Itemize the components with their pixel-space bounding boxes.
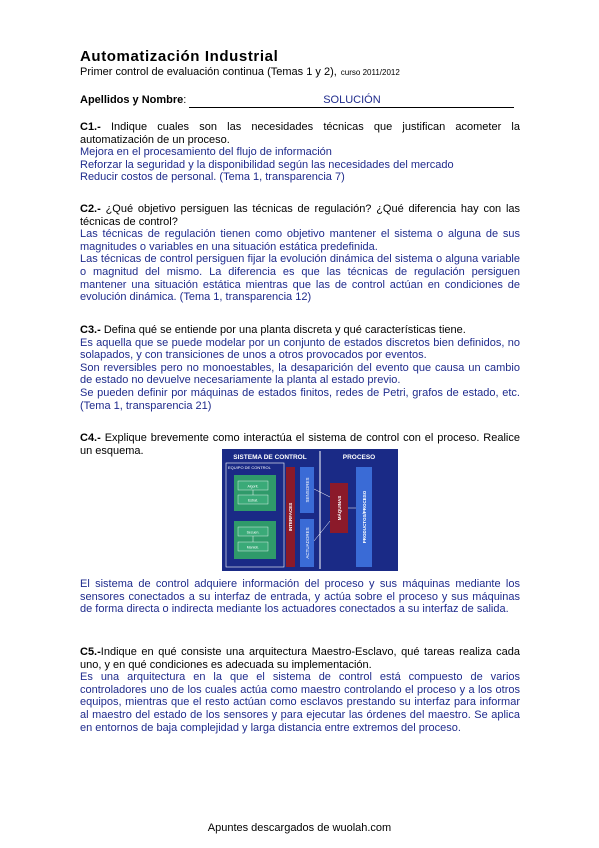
answer-block	[80, 578, 520, 616]
diagram-right-title: PROCESO	[342, 454, 376, 461]
answer-line: Las técnicas de control persiguen fijar la evolución dinámica del sistema o alguna variable o magnitud del mismo. La diferencia es que las técnicas de regulación persiguen mantener una situación estática mientras que las de control actúan en condiciones de evolución dinámica. (Tema 1, transparencia 12)	[80, 253, 520, 304]
question-number: C2.-	[80, 203, 101, 215]
footer-text: Apuntes descargados de wuolah.com	[207, 822, 392, 834]
sequence-box-label: Secuen.	[246, 530, 260, 535]
actuators-label: ACTUADORES	[305, 527, 310, 559]
name-row: Apellidos y Nombre: SOLUCIÓN	[80, 94, 520, 108]
answer-line: Es una arquitectura en la que el sistema de control está compuesto de varios controladores uno de los cuales actúa como maestro controlando el proceso y a los otros equipos, mientras que el resto actúan como esclavos prestando su interfaz para informar al maestro del estado de los sensores y para ejecutar las órdenes del maestro. Se aplica en entornos de baja complejidad y larga distancia entre extremos del proceso.	[80, 671, 520, 734]
answer-line: Reducir costos de personal. (Tema 1, transparencia 7)	[80, 171, 345, 184]
answer-block	[80, 671, 520, 734]
diagram-left-sub: EQUIPO DE CONTROL	[228, 465, 271, 470]
answer-block	[80, 146, 520, 184]
answer-line: Es aquella que se puede modelar por un conjunto de estados discretos bien definidos, no solapados, y con transiciones de unos a otros provocados por eventos.	[80, 336, 520, 362]
machines-label: MÁQUINAS	[337, 495, 342, 521]
interfaces-label: INTERFACES	[288, 502, 293, 532]
question-c4-answer	[80, 578, 520, 616]
process-products-label: PRODUCTOS/PROCESO	[362, 490, 367, 544]
answer-line: Se pueden definir por máquinas de estados finitos, redes de Petri, grafos de estado, etc. (Tema 1, transparencia 21)	[80, 386, 520, 412]
question-number: C1.-	[80, 121, 101, 133]
document-title: Automatización Industrial	[80, 48, 279, 65]
question-statement: Indique en qué consiste una arquitectura Maestro-Esclavo, qué tareas realiza cada uno, y en qué condiciones es adecuada su implementación.	[80, 646, 520, 671]
course-text: curso 2011/2012	[340, 68, 400, 77]
question-number: C4.-	[80, 432, 101, 444]
diagram-left-title: SISTEMA DE CONTROL	[233, 454, 307, 461]
answer-line: Mejora en el procesamiento del flujo de información	[80, 146, 332, 159]
question-text	[80, 121, 520, 146]
question-number: C3.-	[80, 324, 101, 336]
algorithm-box-label: Algorit.	[247, 484, 259, 489]
strategy-box-label: Estrat.	[247, 498, 259, 503]
question-c2	[80, 203, 520, 304]
answer-block	[80, 228, 520, 304]
answer-line: El sistema de control adquiere información del proceso y sus máquinas mediante los sensores conectados a su interfaz de entrada, y actúa sobre el proceso y sus máquinas de forma directa o indirecta mediante los actuadores conectados a su interfaz de salida.	[80, 578, 520, 616]
algorithm-block	[234, 475, 276, 511]
question-text	[80, 203, 520, 228]
question-c5	[80, 646, 520, 734]
name-field: SOLUCIÓN	[189, 94, 514, 108]
control-system-diagram	[222, 449, 398, 571]
subtitle-text: Primer control de evaluación continua (Temas 1 y 2),	[80, 66, 337, 78]
answer-line: Son reversibles pero no monoestables, la desaparición del evento que causa un cambio de estado no devuelve necesariamente la planta al estado previo.	[80, 361, 520, 387]
question-text	[80, 324, 520, 337]
question-number: C5.-	[80, 646, 101, 658]
question-statement: ¿Qué objetivo persiguen las técnicas de regulación? ¿Qué diferencia hay con las técnicas de control?	[80, 203, 521, 228]
answer-line: Las técnicas de regulación tienen como objetivo mantener el sistema o alguna de sus magnitudes o variables en una situación estática predefinida.	[80, 228, 520, 253]
maneuver-box-label: Maniob.	[246, 545, 260, 550]
question-text	[80, 646, 520, 671]
answer-block	[80, 337, 520, 413]
question-c1	[80, 121, 520, 184]
sequence-block	[234, 521, 276, 559]
document-subtitle	[80, 66, 400, 78]
question-c3	[80, 324, 520, 412]
question-statement: Defina qué se entiende por una planta discreta y qué características tiene.	[103, 324, 466, 336]
sensors-label: SENSORES	[305, 477, 310, 503]
name-label: Apellidos y Nombre	[80, 94, 184, 106]
question-statement: Explique brevemente como interactúa el sistema de control con el proceso. Realice un esquema.	[80, 432, 520, 457]
question-statement: Indique cuales son las necesidades técnicas que justifican acometer la automatización de un proceso.	[80, 121, 520, 146]
answer-line: Reforzar la seguridad y la disponibilidad según las necesidades del mercado	[80, 158, 454, 171]
